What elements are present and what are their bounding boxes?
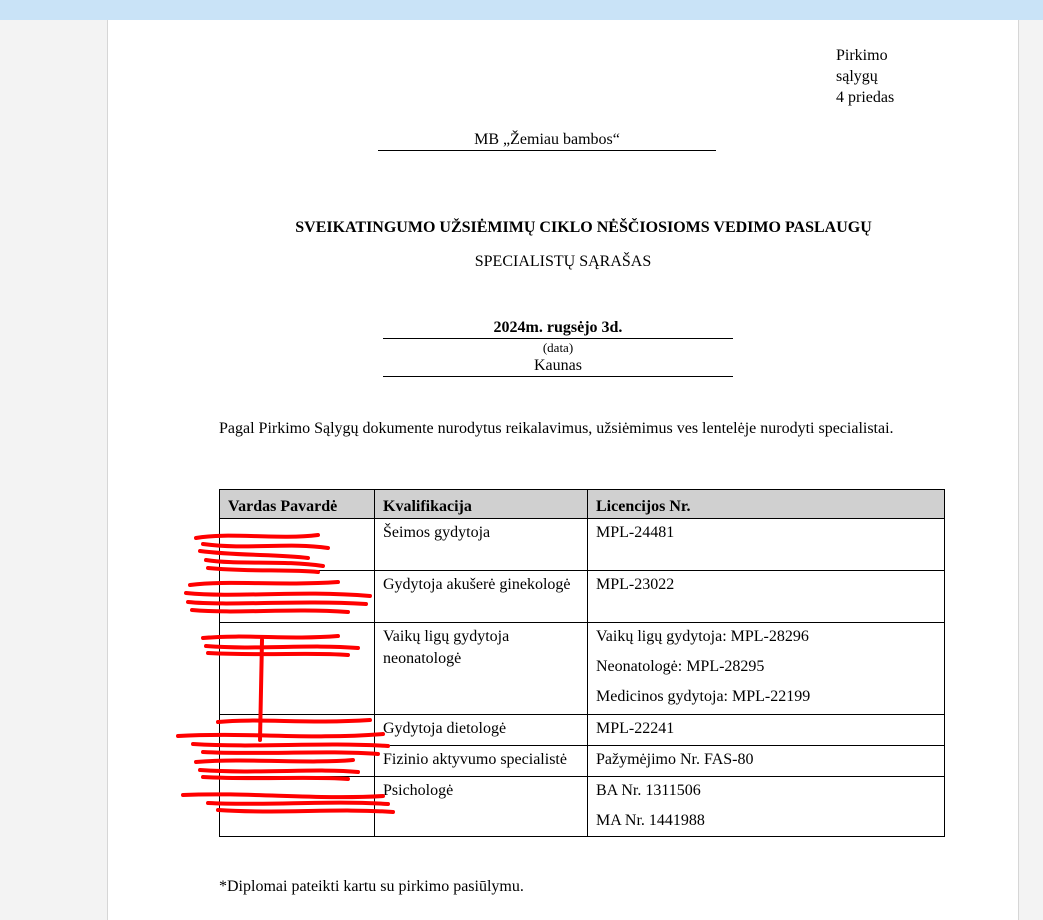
- table-row: [220, 715, 945, 746]
- document-title: [108, 219, 993, 237]
- license-cell: [588, 571, 945, 623]
- table-row: [220, 519, 945, 571]
- table-row: [220, 777, 945, 837]
- intro-paragraph: Pagal Pirkimo Sąlygų dokumente nurodytus reikalavimus, užsiėmimus ves lentelėje nurodyti specialistai.: [219, 420, 894, 437]
- license-line: Medicinos gydytoja: MPL-22199: [596, 688, 811, 705]
- license-line: MPL-24481: [596, 524, 675, 541]
- specialists-table: [219, 489, 945, 837]
- qualification-cell: Gydytoja dietologė: [375, 715, 588, 746]
- table-header-row: [220, 490, 945, 519]
- license-cell: [588, 715, 945, 746]
- license-cell: [588, 519, 945, 571]
- annex-line-2: sąlygų: [836, 68, 878, 85]
- viewer-top-bar: [0, 0, 1043, 20]
- annex-line-3: 4 priedas: [836, 89, 895, 106]
- qualification-cell: Gydytoja akušerė ginekologė: [375, 571, 588, 623]
- license-line: MA Nr. 1441988: [596, 812, 705, 829]
- header-qualification: Kvalifikacija: [375, 490, 588, 519]
- annex-line-1: Pirkimo: [836, 47, 888, 64]
- document-page: [107, 20, 1019, 920]
- name-cell-redacted: [220, 777, 375, 837]
- table-row: [220, 571, 945, 623]
- qualification-cell: Psichologė: [375, 777, 588, 837]
- date-value: 2024m. rugsėjo 3d.: [383, 318, 733, 339]
- license-line: Vaikų ligų gydytoja: MPL-28296: [596, 628, 809, 645]
- document-subtitle: SPECIALISTŲ SĄRAŠAS: [474, 253, 652, 270]
- annex-label: [836, 45, 894, 108]
- header-name: Vardas Pavardė: [220, 490, 375, 519]
- qualification-cell: Šeimos gydytoja: [375, 519, 588, 571]
- date-block: [383, 318, 733, 377]
- name-cell-redacted: [220, 519, 375, 571]
- license-line: MPL-22241: [596, 720, 675, 737]
- date-caption: (data): [542, 340, 574, 355]
- license-line: BA Nr. 1311506: [596, 782, 701, 799]
- table-row: [220, 623, 945, 715]
- city: Kaunas: [383, 356, 733, 377]
- table-row: [220, 746, 945, 777]
- qualification-cell: Vaikų ligų gydytoja neonatologė: [375, 623, 588, 715]
- company-name: MB „Žemiau bambos“: [378, 130, 716, 151]
- license-line: Neonatologė: MPL-28295: [596, 658, 765, 675]
- license-cell: [588, 623, 945, 715]
- header-license: Licencijos Nr.: [588, 490, 945, 519]
- license-cell: [588, 746, 945, 777]
- name-cell-redacted: [220, 715, 375, 746]
- document-title-text: SVEIKATINGUMO UŽSIĖMIMŲ CIKLO NĖŠČIOSIOMS VEDIMO PASLAUGŲ: [295, 219, 872, 236]
- license-line: Pažymėjimo Nr. FAS-80: [596, 751, 754, 768]
- name-cell-redacted: [220, 623, 375, 715]
- name-cell-redacted: [220, 746, 375, 777]
- qualification-cell: Fizinio aktyvumo specialistė: [375, 746, 588, 777]
- license-cell: [588, 777, 945, 837]
- license-line: MPL-23022: [596, 576, 675, 593]
- name-cell-redacted: [220, 571, 375, 623]
- footnote: *Diplomai pateikti kartu su pirkimo pasiūlymu.: [219, 878, 524, 895]
